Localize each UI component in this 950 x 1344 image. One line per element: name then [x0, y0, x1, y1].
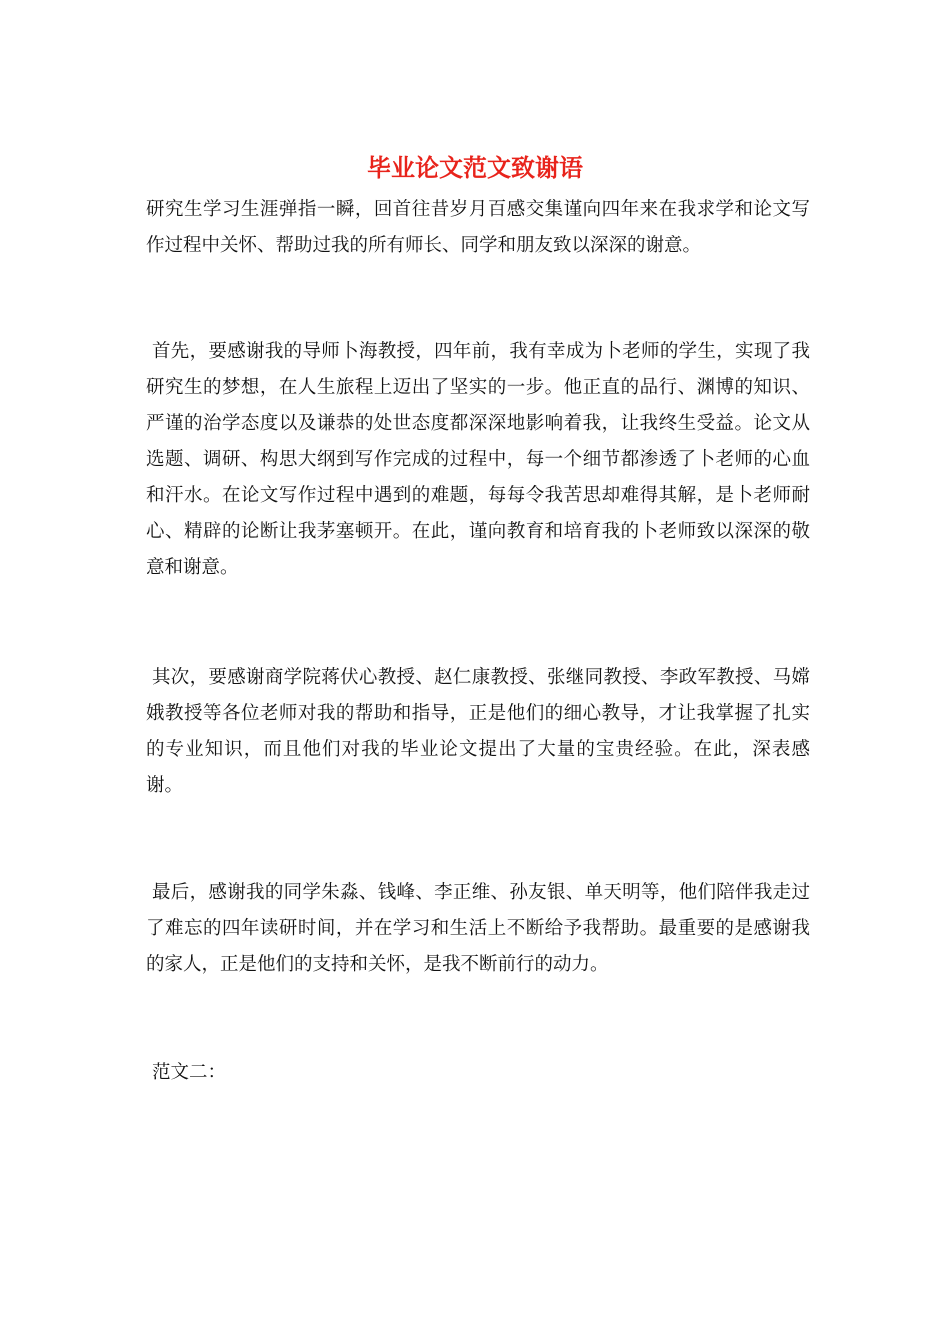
paragraph-intro: 研究生学习生涯弹指一瞬，回首往昔岁月百感交集谨向四年来在我求学和论文写作过程中关怀、帮助过我的所有师长、同学和朋友致以深深的谢意。 — [146, 199, 810, 256]
paragraph-advisor-thanks: 首先，要感谢我的导师卜海教授，四年前，我有幸成为卜老师的学生，实现了我研究生的梦想，在人生旅程上迈出了坚实的一步。他正直的品行、渊博的知识、严谨的治学态度以及谦恭的处世态度都深深地影响着我，让我终生受益。论文从选题、调研、构思大纲到写作完成的过程中，每一个细节都渗透了卜老师的心血和汗水。在论文写作过程中遇到的难题，每每令我苦思却难得其解，是卜老师耐心、精辟的论断让我茅塞顿开。在此，谨向教育和培育我的卜老师致以深深的敬意和谢意。 — [146, 341, 810, 578]
paragraph-faculty-thanks: 其次，要感谢商学院蒋伏心教授、赵仁康教授、张继同教授、李政军教授、马嫦娥教授等各位老师对我的帮助和指导，正是他们的细心教导，才让我掌握了扎实的专业知识，而且他们对我的毕业论文提出了大量的宝贵经验。在此，深表感谢。 — [146, 667, 810, 796]
paragraph-sample-two-heading: 范文二： — [152, 1062, 227, 1083]
paragraph-classmates-family-thanks: 最后，感谢我的同学朱淼、钱峰、李正维、孙友银、单天明等，他们陪伴我走过了难忘的四年读研时间，并在学习和生活上不断给予我帮助。最重要的是感谢我的家人，正是他们的支持和关怀，是我不断前行的动力。 — [146, 882, 810, 975]
document-title: 毕业论文范文致谢语 — [367, 153, 583, 182]
